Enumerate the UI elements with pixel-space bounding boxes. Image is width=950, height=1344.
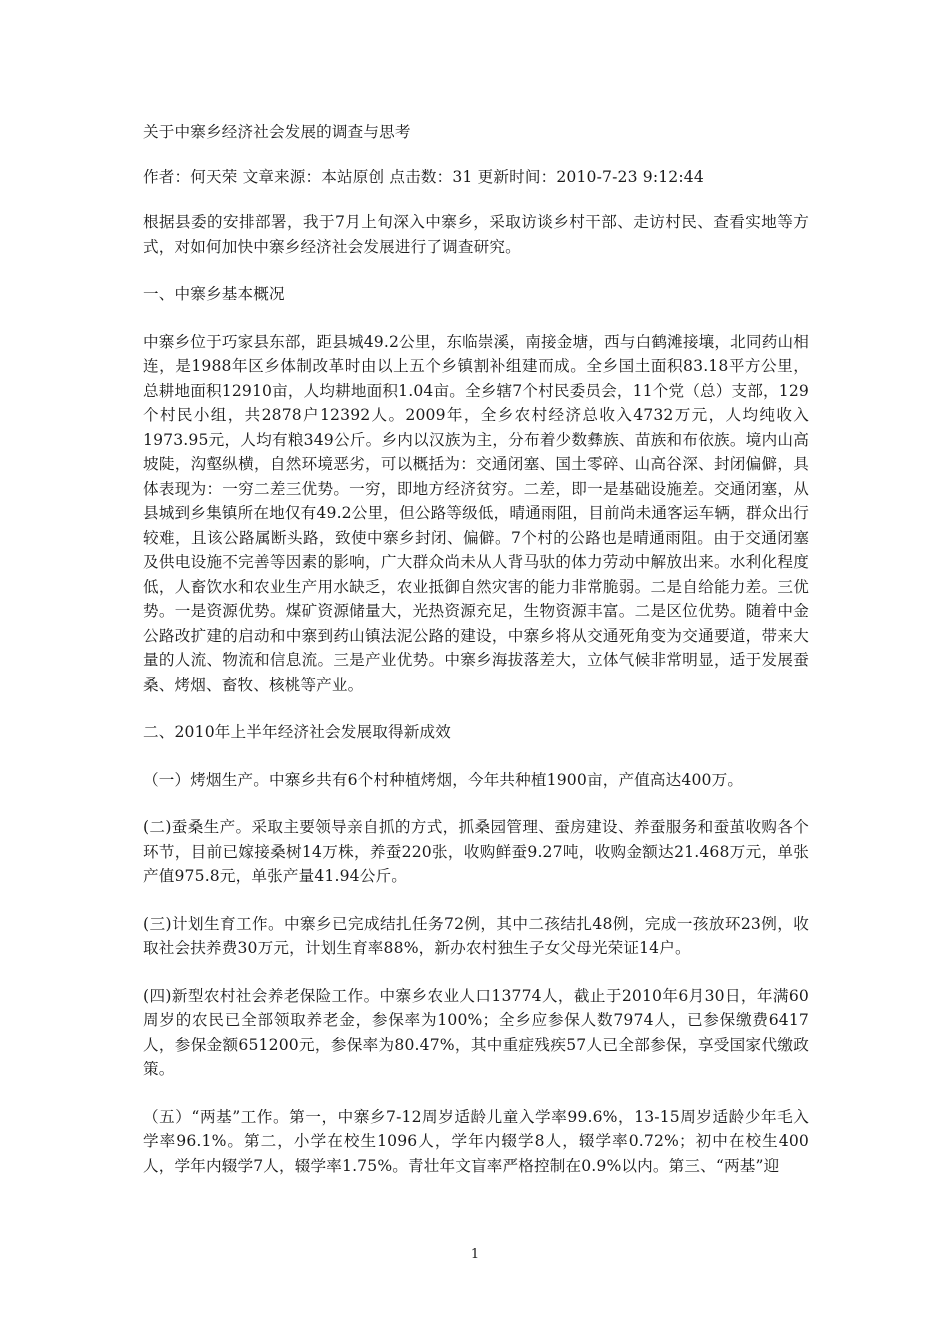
paragraph-education: （五）“两基”工作。第一，中寨乡7-12周岁适龄儿童入学率99.6%，13-15周岁适龄少年毛入学率96.1%。第二，小学在校生1096人，学年内辍学8人，辍学率0.72%；初中在校生400人，学年内辍学7人，辍学率1.75%。青壮年文盲率严格控制在0.9%以内。第三、“两基”迎 bbox=[143, 1107, 809, 1175]
document-title: 关于中寨乡经济社会发展的调查与思考 bbox=[143, 123, 411, 141]
article-meta: 作者：何天荣 文章来源：本站原创 点击数：31 更新时间：2010-7-23 9:12:44 bbox=[143, 167, 704, 186]
page-number: 1 bbox=[470, 1247, 480, 1262]
section-heading-1: 一、中寨乡基本概况 bbox=[143, 285, 285, 303]
paragraph-family-planning: (三)计划生育工作。中寨乡已完成结扎任务72例，其中二孩结扎48例，完成一孩放环23例，收取社会扶养费30万元，计划生育率88%，新办农村独生子女父母光荣证14户。 bbox=[143, 914, 809, 957]
paragraph-pension-insurance: (四)新型农村社会养老保险工作。中寨乡农业人口13774人，截止于2010年6月30日，年满60周岁的农民已全部领取养老金，参保率为100%；全乡应参保人数7974人，已参保缴费6417人，参保金额651200元，参保率为80.47%，其中重症残疾57人已全部参保，享受国家代缴政策。 bbox=[143, 986, 809, 1078]
paragraph-sericulture: (二)蚕桑生产。采取主要领导亲自抓的方式，抓桑园管理、蚕房建设、养蚕服务和蚕茧收购各个环节，目前已嫁接桑树14万株，养蚕220张，收购鲜蚕9.27吨，收购金额达21.468万元，单张产值975.8元，单张产量41.94公斤。 bbox=[143, 818, 809, 885]
section-heading-2: 二、2010年上半年经济社会发展取得新成效 bbox=[143, 723, 451, 741]
paragraph-overview: 中寨乡位于巧家县东部，距县城49.2公里，东临崇溪，南接金塘，西与白鹤滩接壤，北同药山相连，是1988年区乡体制改革时由以上五个乡镇割补组建而成。全乡国土面积83.18平方公里，总耕地面积12910亩，人均耕地面积1.04亩。全乡辖7个村民委员会，11个党（总）支部，129个村民小组，共2878户12392人。2009年，全乡农村经济总收入4732万元，人均纯收入1973.95元，人均有粮349公斤。乡内以汉族为主，分布着少数彝族、苗族和布依族。境内山高坡陡，沟壑纵横，自然环境恶劣，可以概括为：交通闭塞、国土零碎、山高谷深、封闭偏僻，具体表现为：一穷二差三优势。一穷，即地方经济贫穷。二差，即一是基础设施差。交通闭塞，从县城到乡集镇所在地仅有49.2公里，但公路等级低，晴通雨阻，目前尚未通客运车辆，群众出行较难，且该公路属断头路，致使中寨乡封闭、偏僻。7个村的公路也是晴通雨阻。由于交通闭塞及供电设施不完善等因素的影响，广大群众尚未从人背马驮的体力劳动中解放出来。水利化程度低，人畜饮水和农业生产用水缺乏，农业抵御自然灾害的能力非常脆弱。二是自给能力差。三优势。一是资源优势。煤矿资源储量大，光热资源充足，生物资源丰富。二是区位优势。随着中金公路改扩建的启动和中寨到药山镇法泥公路的建设，中寨乡将从交通死角变为交通要道，带来大量的人流、物流和信息流。三是产业优势。中寨乡海拔落差大，立体气候非常明显，适于发展蚕桑、烤烟、畜牧、核桃等产业。 bbox=[143, 332, 809, 694]
document-body bbox=[143, 120, 809, 1201]
paragraph-tobacco: （一）烤烟生产。中寨乡共有6个村种植烤烟，今年共种植1900亩，产值高达400万。 bbox=[143, 770, 744, 789]
paragraph-intro: 根据县委的安排部署，我于7月上旬深入中寨乡，采取访谈乡村干部、走访村民、查看实地等方式，对如何加快中寨乡经济社会发展进行了调查研究。 bbox=[143, 213, 809, 256]
